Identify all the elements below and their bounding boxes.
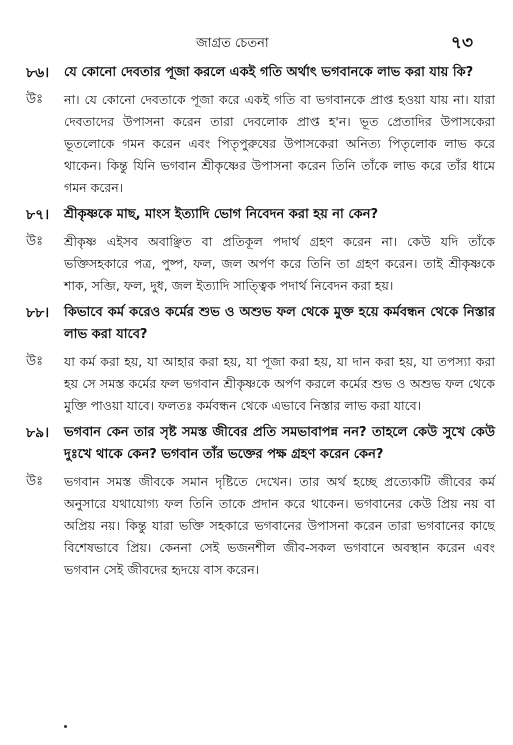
answer-87 [26, 231, 495, 297]
answer-marker: উঃ [26, 474, 44, 489]
answer-88 [26, 351, 495, 417]
question-number: ৮৬। [26, 65, 50, 81]
answer-text: যা কর্ম করা হয়, যা আহার করা হয়, যা পূজা করা হয়, যা দান করা হয়, যা তপস্যা করা হয় সে সমস্ত কর্মের ফল ভগবান শ্রীকৃষ্ণকে অর্পণ করলে কর্মের শুভ ও অশুভ ফল থেকে মুক্তি পাওয়া যাবে। ফলতঃ কর্মবন্ধন থেকে এভাবে নিস্তার লাভ করা যাবে। [64, 354, 495, 413]
answer-marker: উঃ [26, 234, 44, 249]
question-89 [26, 422, 495, 466]
question-text: ভগবান কেন তার সৃষ্ট সমস্ত জীবের প্রতি সমভাবাপন্ন নন? তাহলে কেউ সুখে কেউ দুঃখে থাকে কেন? ভগবান তাঁর ভক্তের পক্ষ গ্রহণ করেন কেন? [64, 425, 495, 462]
question-text: শ্রীকৃষ্ণকে মাছ, মাংস ইত্যাদি ভোগ নিবেদন করা হয় না কেন? [64, 207, 379, 222]
answer-text: শ্রীকৃষ্ণ এইসব অবাঞ্ছিত বা প্রতিকূল পদার্থ গ্রহণ করেন না। কেউ যদি তাঁকে ভক্তিসহকারে পত্র, পুষ্প, ফল, জল অর্পণ করে তিনি তা গ্রহণ করেন। তাই শ্রীকৃষ্ণকে শাক, সব্জি, ফল, দুধ, জল ইত্যাদি সাত্ত্বিক পদার্থ নিবেদন করা হয়। [64, 234, 495, 293]
running-title: জাগ্রত চেতনা [196, 36, 269, 51]
answer-marker: উঃ [26, 92, 44, 107]
qa-content [26, 62, 495, 581]
page-header [26, 28, 495, 56]
answer-86 [26, 89, 495, 199]
question-86 [26, 62, 495, 84]
answer-89 [26, 471, 495, 581]
page-number: ৭৩ [450, 33, 473, 53]
answer-text: ভগবান সমস্ত জীবকে সমান দৃষ্টিতে দেখেন। তার অর্থ হচ্ছে প্রত্যেকটি জীবের কর্ম অনুসারে যথাযোগ্য ফল তিনি তাকে প্রদান করে থাকেন। ভগবানের কেউ প্রিয় নয় বা অপ্রিয় নয়। কিন্তু যারা ভক্তি সহকারে ভগবানের উপাসনা করেন তারা ভগবানের কাছে বিশেষভাবে প্রিয়। কেননা সেই ভজনশীল জীব-সকল ভগবানে অবস্থান করেন এবং ভগবান সেই জীবদের হৃদয়ে বাস করেন। [64, 474, 495, 577]
answer-text: না। যে কোনো দেবতাকে পূজা করে একই গতি বা ভগবানকে প্রাপ্ত হওয়া যায় না। যারা দেবতাদের উপাসনা করেন তারা দেবলোক প্রাপ্ত হ'ন। ভূত প্রেতাদির উপাসকেরা ভূতলোকে গমন করেন এবং পিতৃপুরুষের উপাসকেরা অনিত্য পিতৃলোক লাভ করে থাকেন। কিন্তু যিনি ভগবান শ্রীকৃষ্ণের উপাসনা করেন তিনি তাঁকে লাভ করে তাঁর ধামে গমন করেন। [64, 92, 495, 195]
answer-marker: উঃ [26, 354, 44, 369]
question-number: ৮৯। [26, 425, 50, 441]
question-text: যে কোনো দেবতার পূজা করলে একই গতি অর্থাৎ ভগবানকে লাভ করা যায় কি? [64, 65, 474, 80]
question-number: ৮৭। [26, 207, 50, 223]
question-number: ৮৮। [26, 305, 50, 321]
scan-speck [64, 725, 67, 728]
question-text: কিভাবে কর্ম করেও কর্মের শুভ ও অশুভ ফল থেকে মুক্ত হয়ে কর্মবন্ধন থেকে নিস্তার লাভ করা যাবে? [64, 305, 495, 342]
question-87 [26, 204, 495, 226]
question-88 [26, 302, 495, 346]
